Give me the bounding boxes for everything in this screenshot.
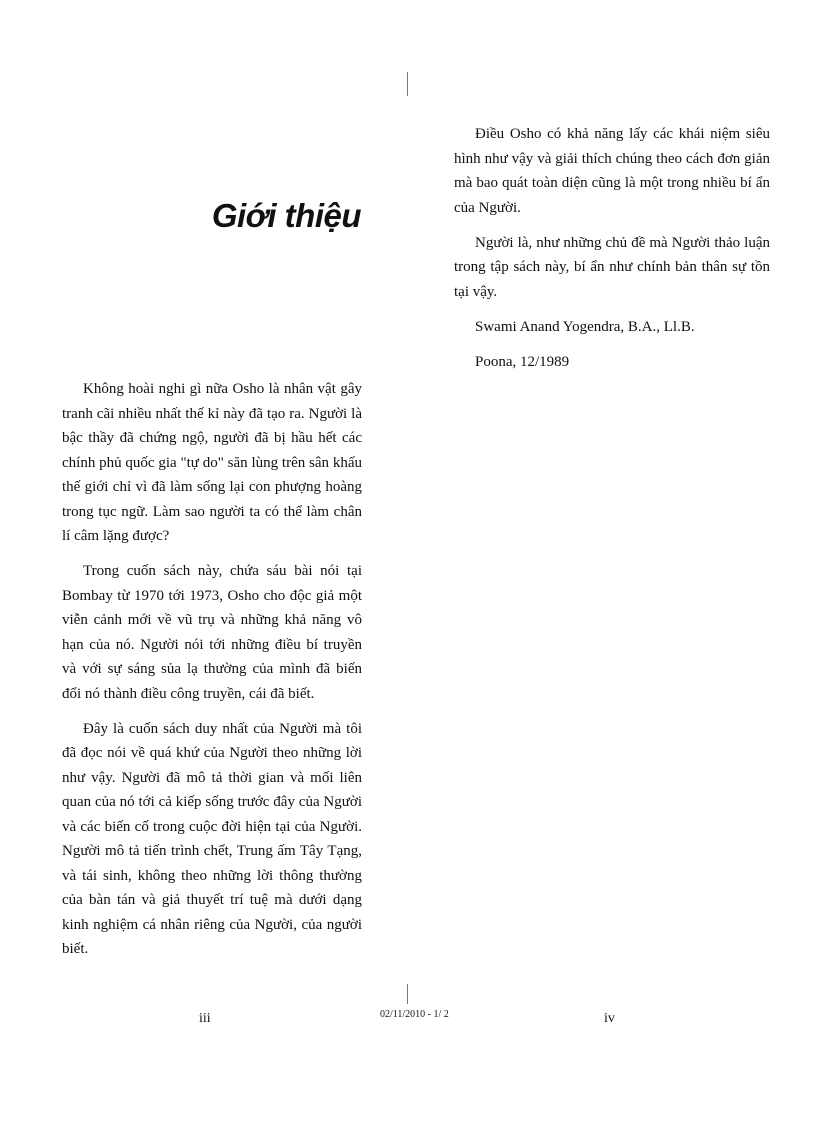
center-fold-mark-top — [407, 72, 408, 96]
intro-paragraph-1: Không hoài nghi gì nữa Osho là nhân vật gây tranh cãi nhiều nhất thế kỉ này đã tạo ra. Người là bậc thầy đã chứng ngộ, người đã bị hầu hết các chính phủ quốc gia "tự do" săn lùng trên sân khấu thế giới chỉ vì đã làm sống lại con phượng hoàng trong tục ngữ. Làm sao người ta có thể làm chân lí câm lặng được? — [62, 381, 362, 544]
intro-paragraph-2: Trong cuốn sách này, chứa sáu bài nói tại Bombay từ 1970 tới 1973, Osho cho độc giả một viễn cảnh mới về vũ trụ và những khả năng vô hạn của nó. Người nói tới những điều bí truyền và với sự sáng sủa lạ thường của mình đã biến đổi nó thành điều công truyền, cái đã biết. — [62, 563, 362, 702]
page-title: Giới thiệu — [211, 197, 361, 234]
place-date: Poona, 12/1989 — [475, 354, 570, 370]
right-paragraph-2: Người là, như những chủ đề mà Người thảo luận trong tập sách này, bí ẩn như chính bản thân sự tồn tại vậy. — [454, 234, 770, 300]
page-number-right: iv — [604, 1011, 615, 1026]
left-body-text — [62, 377, 362, 972]
author-signature: Swami Anand Yogendra, B.A., Ll.B. — [475, 318, 695, 335]
right-paragraph-1: Điều Osho có khả năng lấy các khái niệm siêu hình như vậy và giải thích chúng theo cách đơn giản mà bao quát toàn diện cũng là một trong nhiều bí ẩn của Người. — [454, 126, 770, 216]
right-body-text — [454, 122, 770, 386]
print-date-stamp: 02/11/2010 - 1/ 2 — [380, 1009, 449, 1020]
intro-paragraph-3: Đây là cuốn sách duy nhất của Người mà tôi đã đọc nói về quá khứ của Người theo những lời như vậy. Người đã mô tả thời gian và mối liên quan của nó tới cả kiếp sống trước đây của Người và các biến cố trong cuộc đời hiện tại của Người. Người mô tả tiến trình chết, Trung ấm Tây Tạng, và tái sinh, không theo những lời thông thường của bàn tán và giả thuyết trí tuệ mà dưới dạng kinh nghiệm cá nhân riêng của Người, của người biết. — [62, 720, 362, 957]
center-fold-mark-bottom — [407, 984, 408, 1004]
page-number-left: iii — [199, 1011, 211, 1026]
